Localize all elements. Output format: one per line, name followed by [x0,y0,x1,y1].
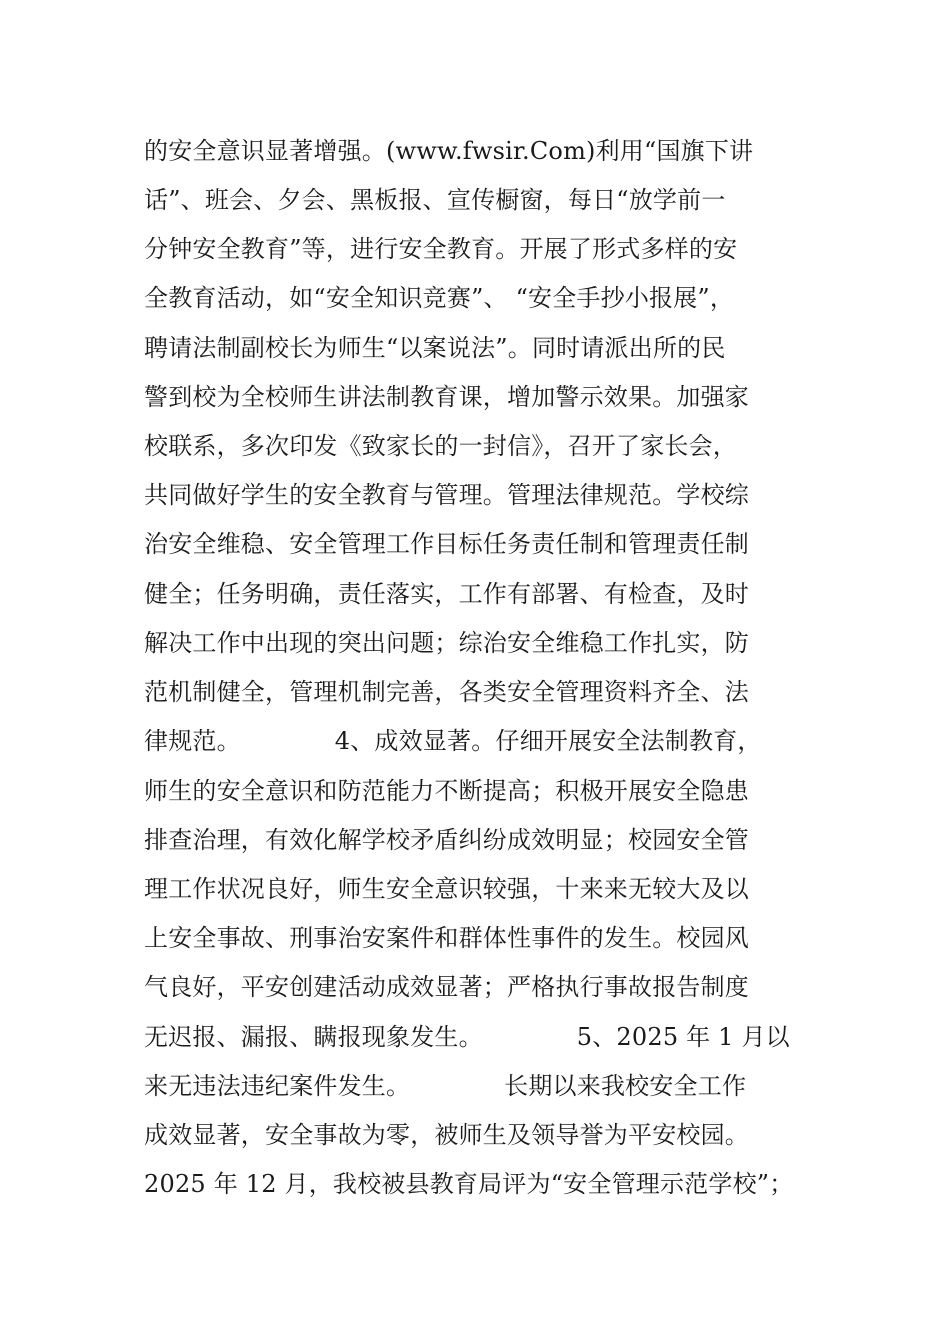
text-line: 2025 年 12 月，我校被县教育局评为“安全管理示范学校”； [144,1170,794,1198]
text-line: 范机制健全，管理机制完善，各类安全管理资料齐全、法 [144,678,749,706]
text-line: 的安全意识显著增强。(www.fwsir.Com)利用“国旗下讲 [144,137,754,165]
text-line: 气良好，平安创建活动成效显著；严格执行事故报告制度 [144,973,749,1001]
text-line: 理工作状况良好，师生安全意识较强，十来来无较大及以 [144,875,749,903]
text-line: 健全；任务明确，责任落实，工作有部署、有检查，及时 [144,580,749,608]
text-line: 无迟报、漏报、瞒报现象发生。 5、2025 年 1 月以 [144,1023,790,1051]
text-line: 话”、班会、夕会、黑板报、宣传橱窗，每日“放学前一 [144,186,726,214]
text-line: 排查治理，有效化解学校矛盾纠纷成效明显；校园安全管 [144,826,749,854]
text-line: 聘请法制副校长为师生“以案说法”。同时请派出所的民 [144,334,726,362]
text-line: 警到校为全校师生讲法制教育课，增加警示效果。加强家 [144,383,749,411]
text-line: 全教育活动，如“安全知识竞赛”、 “安全手抄小报展”， [144,284,735,312]
text-line: 上安全事故、刑事治安案件和群体性事件的发生。校园风 [144,924,749,952]
text-line: 来无违法违纪案件发生。 长期以来我校安全工作 [144,1072,747,1100]
text-line: 律规范。 4、成效显著。仔细开展安全法制教育， [144,727,762,755]
text-line: 校联系，多次印发《致家长的一封信》，召开了家长会， [144,432,737,460]
text-line: 治安全维稳、安全管理工作目标任务责任制和管理责任制 [144,530,749,558]
text-line: 分钟安全教育”等，进行安全教育。开展了形式多样的安 [144,235,738,263]
text-line: 师生的安全意识和防范能力不断提高；积极开展安全隐患 [144,777,749,805]
text-line: 解决工作中出现的突出问题；综治安全维稳工作扎实，防 [144,629,749,657]
text-line: 成效显著，安全事故为零，被师生及领导誉为平安校园。 [144,1121,749,1149]
text-line: 共同做好学生的安全教育与管理。管理法律规范。学校综 [144,481,749,509]
